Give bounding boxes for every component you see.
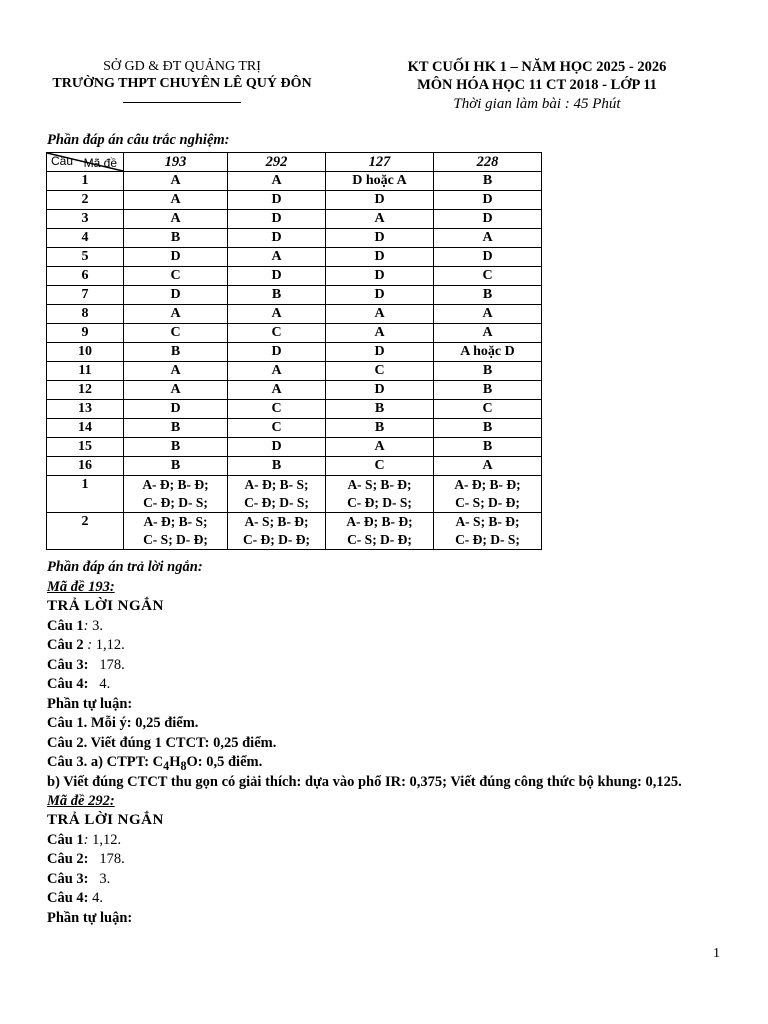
table-row xyxy=(47,172,542,191)
code-header: 127 xyxy=(326,153,434,172)
short-answer-label: Câu 3: xyxy=(47,870,89,887)
code-292-heading: TRẢ LỜI NGẮN xyxy=(47,812,164,828)
table-header-row xyxy=(47,153,542,172)
code-193-heading: TRẢ LỜI NGẮN xyxy=(47,598,164,614)
question-number-cell: 6 xyxy=(47,267,124,286)
school-name: TRƯỜNG THPT CHUYÊN LÊ QUÝ ĐÔN xyxy=(52,76,312,91)
true-false-answer-cell xyxy=(228,476,326,513)
table-row xyxy=(47,513,542,550)
essay-item-2: Câu 2. Viết đúng 1 CTCT: 0,25 điểm. xyxy=(47,734,277,751)
table-row xyxy=(47,286,542,305)
short-answer-value: 1,12. xyxy=(95,637,125,653)
answer-cell: A xyxy=(228,381,326,400)
answer-cell: B xyxy=(228,286,326,305)
school-header xyxy=(42,58,322,103)
short-answer-separator xyxy=(89,851,100,867)
table-row xyxy=(47,343,542,362)
answer-cell: D xyxy=(326,286,434,305)
short-answer-item xyxy=(47,636,737,656)
true-false-line: C- Đ; D- S; xyxy=(347,495,412,510)
answer-cell: D xyxy=(434,191,542,210)
essay-item-3b: b) Viết đúng CTCT thu gọn có giải thích: dựa vào phổ IR: 0,375; Viết đúng công thức bộ khung: 0,125. xyxy=(47,773,682,790)
answer-cell: D xyxy=(124,400,228,419)
short-answer-item xyxy=(47,675,737,695)
answer-cell: A xyxy=(434,457,542,476)
short-answer-value: 178. xyxy=(99,851,125,867)
exam-duration: Thời gian làm bài : 45 Phút xyxy=(453,96,621,112)
essay-item-3a: Câu 3. a) CTPT: $C_4H_8O$: 0,5 điểm. xyxy=(47,754,263,773)
answer-cell: B xyxy=(124,438,228,457)
table-row xyxy=(47,438,542,457)
table-row xyxy=(47,381,542,400)
answer-cell: D xyxy=(326,267,434,286)
answer-cell: D xyxy=(434,248,542,267)
answer-cell: B xyxy=(434,381,542,400)
answer-cell: B xyxy=(124,343,228,362)
answer-cell: C xyxy=(228,324,326,343)
mc-section-title: Phần đáp án câu trắc nghiệm: xyxy=(47,132,230,148)
answer-cell: B xyxy=(434,286,542,305)
answer-cell: A xyxy=(326,210,434,229)
short-answer-separator xyxy=(89,657,100,673)
answer-key-table xyxy=(46,152,542,550)
answer-cell: C xyxy=(434,400,542,419)
short-answer-section xyxy=(47,558,737,928)
question-number-cell: 2 xyxy=(47,513,124,550)
answer-cell: A xyxy=(228,248,326,267)
true-false-line: A- S; B- Đ; xyxy=(455,514,520,529)
answer-cell: D xyxy=(228,267,326,286)
table-row xyxy=(47,400,542,419)
question-number-cell: 4 xyxy=(47,229,124,248)
true-false-answer-cell xyxy=(124,476,228,513)
table-row xyxy=(47,248,542,267)
answer-cell: A xyxy=(326,324,434,343)
question-number-cell: 15 xyxy=(47,438,124,457)
table-row xyxy=(47,362,542,381)
answer-cell: D hoặc A xyxy=(326,172,434,191)
question-number-cell: 1 xyxy=(47,172,124,191)
true-false-line: A- S; B- Đ; xyxy=(347,477,412,492)
short-answer-separator xyxy=(89,871,100,887)
short-answer-value: 4. xyxy=(99,676,111,692)
short-answer-item xyxy=(47,656,737,676)
code-292-answers xyxy=(47,831,737,909)
short-answer-label: Câu 3: xyxy=(47,656,89,673)
code-292-essay-title: Phần tự luận: xyxy=(47,909,133,926)
answer-cell: B xyxy=(434,438,542,457)
answer-cell: A xyxy=(124,305,228,324)
code-header: 193 xyxy=(124,153,228,172)
answer-cell: A xyxy=(326,305,434,324)
short-answer-separator: : xyxy=(83,617,93,634)
true-false-line: C- Đ; D- S; xyxy=(455,532,520,547)
question-number-cell: 16 xyxy=(47,457,124,476)
question-number-cell: 3 xyxy=(47,210,124,229)
short-answer-item xyxy=(47,889,737,909)
short-answer-separator xyxy=(89,676,100,692)
table-row xyxy=(47,267,542,286)
answer-cell: D xyxy=(124,248,228,267)
question-number-cell: 12 xyxy=(47,381,124,400)
short-answer-label: Câu 1 xyxy=(47,617,84,634)
true-false-line: A- S; B- Đ; xyxy=(244,514,309,529)
table-row xyxy=(47,305,542,324)
short-answer-label: Câu 4: xyxy=(47,890,89,906)
exam-subject: MÔN HÓA HỌC 11 CT 2018 - LỚP 11 xyxy=(417,77,657,93)
table-row xyxy=(47,191,542,210)
answer-cell: B xyxy=(124,457,228,476)
true-false-line: A- Đ; B- S; xyxy=(143,514,208,529)
short-answer-value: 3. xyxy=(92,617,104,634)
answer-cell: D xyxy=(434,210,542,229)
answer-cell: B xyxy=(434,362,542,381)
table-row xyxy=(47,419,542,438)
true-false-line: C- Đ; D- S; xyxy=(244,495,309,510)
exam-title: KT CUỐI HK 1 – NĂM HỌC 2025 - 2026 xyxy=(407,59,667,75)
answer-cell: A xyxy=(434,229,542,248)
true-false-line: C- S; D- Đ; xyxy=(347,532,412,547)
true-false-line: C- Đ; D- S; xyxy=(143,495,208,510)
answer-cell: C xyxy=(124,324,228,343)
answer-cell: A xyxy=(434,324,542,343)
short-answer-value: 4. xyxy=(92,890,103,906)
short-section-title: Phần đáp án trả lời ngắn: xyxy=(47,559,203,575)
true-false-line: A- Đ; B- Đ; xyxy=(454,477,521,492)
short-answer-value: 1,12. xyxy=(92,831,122,848)
corner-label-code: Mã đề xyxy=(83,156,117,170)
table-row xyxy=(47,476,542,513)
answer-cell: B xyxy=(434,419,542,438)
short-answer-item xyxy=(47,617,737,637)
question-number-cell: 14 xyxy=(47,419,124,438)
true-false-line: A- Đ; B- Đ; xyxy=(142,477,209,492)
answer-cell: A xyxy=(124,210,228,229)
true-false-line: C- Đ; D- Đ; xyxy=(242,532,311,547)
answer-cell: A xyxy=(124,362,228,381)
table-row xyxy=(47,457,542,476)
short-answer-separator: : xyxy=(83,831,93,848)
code-193-answers xyxy=(47,617,737,695)
answer-cell: A xyxy=(326,438,434,457)
true-false-line: C- S; D- Đ; xyxy=(455,495,520,510)
exam-header xyxy=(372,58,702,114)
answer-cell: B xyxy=(228,457,326,476)
answer-cell: B xyxy=(124,229,228,248)
answer-cell: C xyxy=(124,267,228,286)
question-number-cell: 2 xyxy=(47,191,124,210)
corner-header-cell xyxy=(47,153,124,172)
answer-cell: A xyxy=(434,305,542,324)
answer-cell: C xyxy=(228,400,326,419)
short-answer-label: Câu 2: xyxy=(47,851,89,867)
code-292-label: Mã đề 292: xyxy=(47,792,115,809)
answer-cell: A xyxy=(228,362,326,381)
answer-cell: D xyxy=(228,210,326,229)
answer-cell: C xyxy=(228,419,326,438)
answer-cell: D xyxy=(326,343,434,362)
short-answer-separator: : xyxy=(83,637,96,653)
true-false-answer-cell xyxy=(124,513,228,550)
table-row xyxy=(47,324,542,343)
answer-cell: D xyxy=(228,229,326,248)
page-number: 1 xyxy=(713,946,720,961)
code-header: 292 xyxy=(228,153,326,172)
answer-cell: B xyxy=(326,419,434,438)
short-answer-value: 178. xyxy=(99,656,125,673)
short-answer-item xyxy=(47,850,737,870)
essay-item-1: Câu 1. Mỗi ý: 0,25 điểm. xyxy=(47,715,199,731)
short-answer-label: Câu 2 xyxy=(47,637,84,653)
true-false-answer-cell xyxy=(326,513,434,550)
department-name: SỞ GD & ĐT QUẢNG TRỊ xyxy=(103,59,261,74)
short-answer-label: Câu 1 xyxy=(47,831,84,848)
answer-cell: D xyxy=(228,191,326,210)
true-false-answer-cell xyxy=(228,513,326,550)
answer-cell: A xyxy=(228,172,326,191)
answer-cell: A hoặc D xyxy=(434,343,542,362)
question-number-cell: 10 xyxy=(47,343,124,362)
table-row xyxy=(47,229,542,248)
short-answer-item xyxy=(47,831,737,851)
question-number-cell: 7 xyxy=(47,286,124,305)
answer-cell: C xyxy=(326,457,434,476)
question-number-cell: 1 xyxy=(47,476,124,513)
answer-cell: A xyxy=(124,172,228,191)
true-false-answer-cell xyxy=(326,476,434,513)
question-number-cell: 11 xyxy=(47,362,124,381)
true-false-line: C- S; D- Đ; xyxy=(143,532,208,547)
question-number-cell: 9 xyxy=(47,324,124,343)
true-false-line: A- Đ; B- Đ; xyxy=(346,514,413,529)
answer-cell: A xyxy=(228,305,326,324)
answer-cell: D xyxy=(124,286,228,305)
header-underline xyxy=(123,102,241,103)
true-false-line: A- Đ; B- S; xyxy=(244,477,309,492)
answer-cell: D xyxy=(326,381,434,400)
code-193-essay-title: Phần tự luận: xyxy=(47,695,133,712)
true-false-answer-cell xyxy=(434,513,542,550)
question-number-cell: 8 xyxy=(47,305,124,324)
answer-cell: C xyxy=(434,267,542,286)
short-answer-value: 3. xyxy=(99,870,111,887)
answer-cell: C xyxy=(326,362,434,381)
table-row xyxy=(47,210,542,229)
code-193-label: Mã đề 193: xyxy=(47,578,115,595)
answer-cell: D xyxy=(326,248,434,267)
answer-cell: B xyxy=(434,172,542,191)
answer-cell: A xyxy=(124,191,228,210)
answer-cell: D xyxy=(228,343,326,362)
true-false-answer-cell xyxy=(434,476,542,513)
answer-cell: D xyxy=(228,438,326,457)
question-number-cell: 13 xyxy=(47,400,124,419)
answer-cell: A xyxy=(124,381,228,400)
question-number-cell: 5 xyxy=(47,248,124,267)
short-answer-item xyxy=(47,870,737,890)
answer-cell: B xyxy=(124,419,228,438)
code-header: 228 xyxy=(434,153,542,172)
corner-label-question: Câu xyxy=(51,154,74,168)
short-answer-label: Câu 4: xyxy=(47,676,89,692)
answer-cell: D xyxy=(326,229,434,248)
answer-cell: D xyxy=(326,191,434,210)
answer-cell: B xyxy=(326,400,434,419)
